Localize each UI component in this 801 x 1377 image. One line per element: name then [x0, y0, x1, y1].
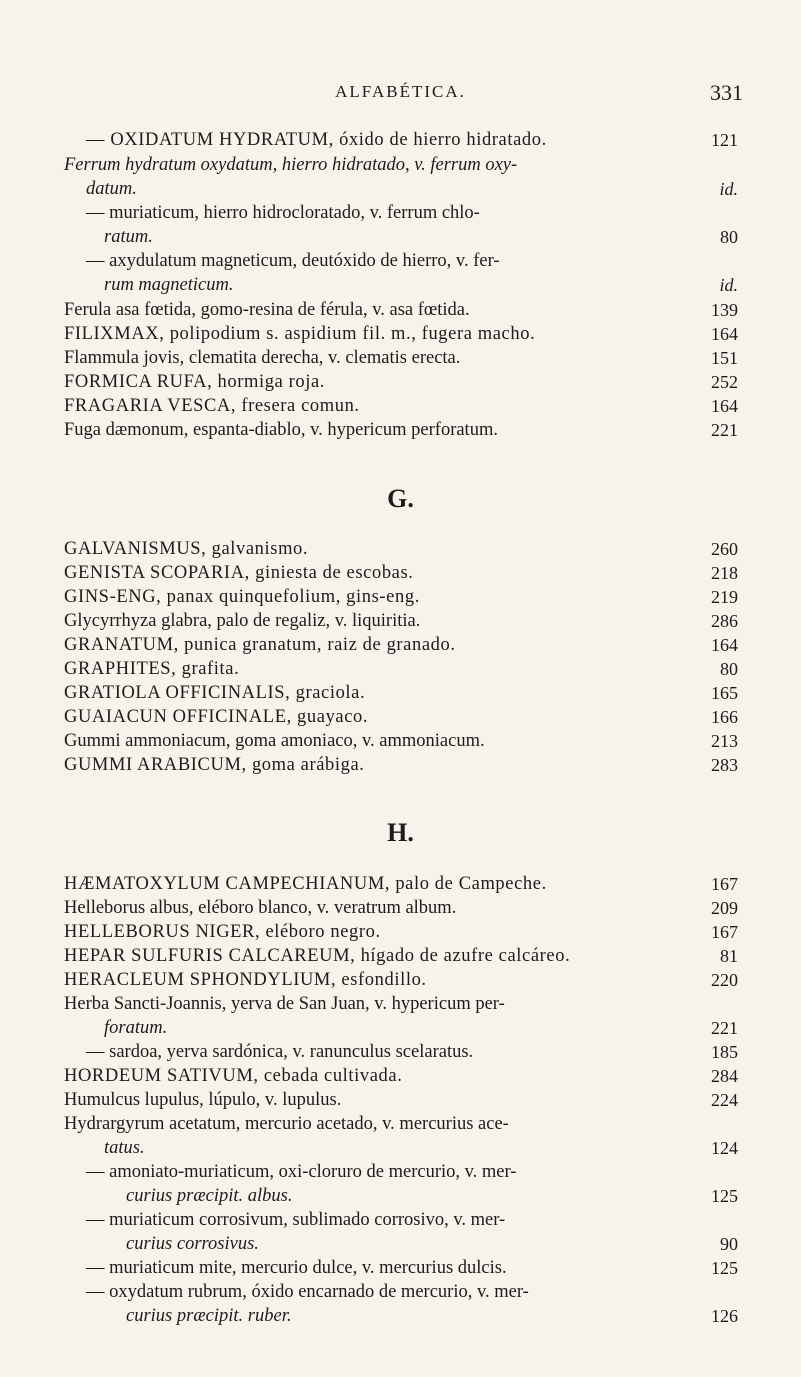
index-entry	[64, 1280, 738, 1304]
entry-page: 185	[711, 1042, 738, 1062]
entry-page: 260	[711, 539, 738, 559]
entry-text: GALVANISMUS, galvanismo.	[64, 539, 309, 559]
entry-page: 151	[711, 348, 738, 368]
index-entry	[64, 1232, 738, 1256]
entry-page: 121	[711, 130, 738, 150]
entry-text: FRAGARIA VESCA, fresera comun.	[64, 396, 360, 416]
index-entry	[64, 177, 738, 201]
entry-text: — muriaticum mite, mercurio dulce, v. mercurius dulcis.	[86, 1258, 507, 1278]
entry-page: 219	[711, 587, 738, 607]
entry-page: id.	[719, 275, 738, 295]
entry-page: 90	[720, 1234, 738, 1254]
index-entry	[64, 896, 738, 920]
entry-page: 80	[720, 659, 738, 679]
entry-text: Hydrargyrum acetatum, mercurio acetado, v. mercurius ace-	[64, 1114, 509, 1134]
index-entry	[64, 298, 738, 322]
entry-text: Gummi ammoniacum, goma amoniaco, v. ammoniacum.	[64, 731, 485, 751]
entry-page: 125	[711, 1258, 738, 1278]
entry-page: 283	[711, 755, 738, 775]
entry-page: 126	[711, 1306, 738, 1326]
entry-text: HEPAR SULFURIS CALCAREUM, hígado de azufre calcáreo.	[64, 946, 571, 966]
entry-page: 213	[711, 731, 738, 751]
entry-text: GUMMI ARABICUM, goma arábiga.	[64, 755, 365, 775]
entry-text: rum magneticum.	[104, 275, 234, 295]
entry-text: tatus.	[104, 1138, 145, 1158]
entry-text: GRANATUM, punica granatum, raiz de granado.	[64, 635, 456, 655]
entry-page: 167	[711, 922, 738, 942]
entry-text: HELLEBORUS NIGER, eléboro negro.	[64, 922, 381, 942]
index-entry	[64, 537, 738, 561]
entry-text: GUAIACUN OFFICINALE, guayaco.	[64, 707, 369, 727]
entry-text: Glycyrrhyza glabra, palo de regaliz, v. liquiritia.	[64, 611, 421, 631]
entry-text: ratum.	[104, 227, 153, 247]
entry-text: HERACLEUM SPHONDYLIUM, esfondillo.	[64, 970, 427, 990]
index-entry	[64, 346, 738, 370]
entry-text: Flammula jovis, clematita derecha, v. clematis erecta.	[64, 348, 461, 368]
entry-text: — muriaticum corrosivum, sublimado corrosivo, v. mer-	[86, 1210, 506, 1230]
entry-page: 167	[711, 874, 738, 894]
entry-text: GINS-ENG, panax quinquefolium, gins-eng.	[64, 587, 420, 607]
index-entry	[64, 968, 738, 992]
entry-text: Helleborus albus, eléboro blanco, v. veratrum album.	[64, 898, 457, 918]
entry-page: 80	[720, 227, 738, 247]
index-entry	[64, 1304, 738, 1328]
entry-page: 124	[711, 1138, 738, 1158]
index-entry	[64, 920, 738, 944]
entry-text: foratum.	[104, 1018, 168, 1038]
section-heading-h: H.	[387, 818, 414, 847]
entry-text: curius præcipit. ruber.	[126, 1306, 292, 1326]
index-entry	[64, 394, 738, 418]
entry-text: HORDEUM SATIVUM, cebada cultivada.	[64, 1066, 403, 1086]
index-entry	[64, 1112, 738, 1136]
entry-page: 221	[711, 1018, 738, 1038]
index-entry	[64, 561, 738, 585]
page-number: 331	[710, 80, 743, 105]
entry-text: — OXIDATUM HYDRATUM, óxido de hierro hidratado.	[86, 130, 547, 150]
index-entry	[64, 657, 738, 681]
index-entry	[64, 705, 738, 729]
entry-text: curius præcipit. albus.	[126, 1186, 293, 1206]
index-entry	[64, 225, 738, 249]
index-entry	[64, 201, 738, 225]
entry-text: — sardoa, yerva sardónica, v. ranunculus scelaratus.	[86, 1042, 474, 1062]
index-entry	[64, 585, 738, 609]
index-entry	[64, 944, 738, 968]
entry-page: 81	[720, 946, 738, 966]
index-entry	[64, 872, 738, 896]
entry-page: 220	[711, 970, 738, 990]
running-title: ALFABÉTICA.	[335, 82, 466, 101]
entry-page: 224	[711, 1090, 738, 1110]
index-entry	[64, 753, 738, 777]
index-entry	[64, 1040, 738, 1064]
index-entry	[64, 633, 738, 657]
entry-page: 164	[711, 635, 738, 655]
entry-text: — axydulatum magneticum, deutóxido de hierro, v. fer-	[86, 251, 500, 271]
entry-page: 221	[711, 420, 738, 440]
index-entry	[64, 729, 738, 753]
index-entry	[64, 1088, 738, 1112]
entry-text: Ferrum hydratum oxydatum, hierro hidratado, v. ferrum oxy-	[64, 155, 518, 175]
entry-text: Herba Sancti-Joannis, yerva de San Juan, v. hypericum per-	[64, 994, 505, 1014]
entry-page: id.	[719, 179, 738, 199]
entry-text: Ferula asa fœtida, gomo-resina de férula, v. asa fœtida.	[64, 300, 470, 320]
index-entry	[64, 249, 738, 273]
entry-text: GENISTA SCOPARIA, giniesta de escobas.	[64, 563, 414, 583]
entry-page: 166	[711, 707, 738, 727]
index-entry	[64, 992, 738, 1016]
entry-page: 286	[711, 611, 738, 631]
index-entry	[64, 1016, 738, 1040]
entry-page: 125	[711, 1186, 738, 1206]
index-entry	[64, 322, 738, 346]
index-entry	[64, 1208, 738, 1232]
entry-text: GRAPHITES, grafita.	[64, 659, 240, 679]
entry-text: Fuga dæmonum, espanta-diablo, v. hypericum perforatum.	[64, 420, 498, 440]
index-entry	[64, 1256, 738, 1280]
entry-text: FILIXMAX, polipodium s. aspidium fil. m., fugera macho.	[64, 324, 536, 344]
entry-text: FORMICA RUFA, hormiga roja.	[64, 372, 325, 392]
entry-text: HÆMATOXYLUM CAMPECHIANUM, palo de Campeche.	[64, 874, 547, 894]
entry-text: GRATIOLA OFFICINALIS, graciola.	[64, 683, 366, 703]
page-header	[0, 82, 801, 108]
index-entry	[64, 128, 738, 152]
entry-text: — amoniato-muriaticum, oxi-cloruro de mercurio, v. mer-	[86, 1162, 517, 1182]
entry-page: 252	[711, 372, 738, 392]
index-entry	[64, 370, 738, 394]
entry-text: — oxydatum rubrum, óxido encarnado de mercurio, v. mer-	[86, 1282, 529, 1302]
index-entry	[64, 681, 738, 705]
index-entry	[64, 418, 738, 442]
section-heading-g: G.	[387, 484, 414, 513]
index-entry	[64, 1160, 738, 1184]
index-entry	[64, 1136, 738, 1160]
index-entry	[64, 273, 738, 297]
index-entry	[64, 1064, 738, 1088]
entry-text: datum.	[86, 179, 137, 199]
entry-text: Humulcus lupulus, lúpulo, v. lupulus.	[64, 1090, 342, 1110]
entry-page: 165	[711, 683, 738, 703]
entry-page: 209	[711, 898, 738, 918]
entry-text: curius corrosivus.	[126, 1234, 259, 1254]
entry-page: 218	[711, 563, 738, 583]
entry-page: 139	[711, 300, 738, 320]
entry-page: 164	[711, 396, 738, 416]
index-entry	[64, 1184, 738, 1208]
entry-page: 164	[711, 324, 738, 344]
index-entry	[64, 609, 738, 633]
entry-page: 284	[711, 1066, 738, 1086]
index-entry	[64, 153, 738, 177]
entry-text: — muriaticum, hierro hidrocloratado, v. ferrum chlo-	[86, 203, 480, 223]
